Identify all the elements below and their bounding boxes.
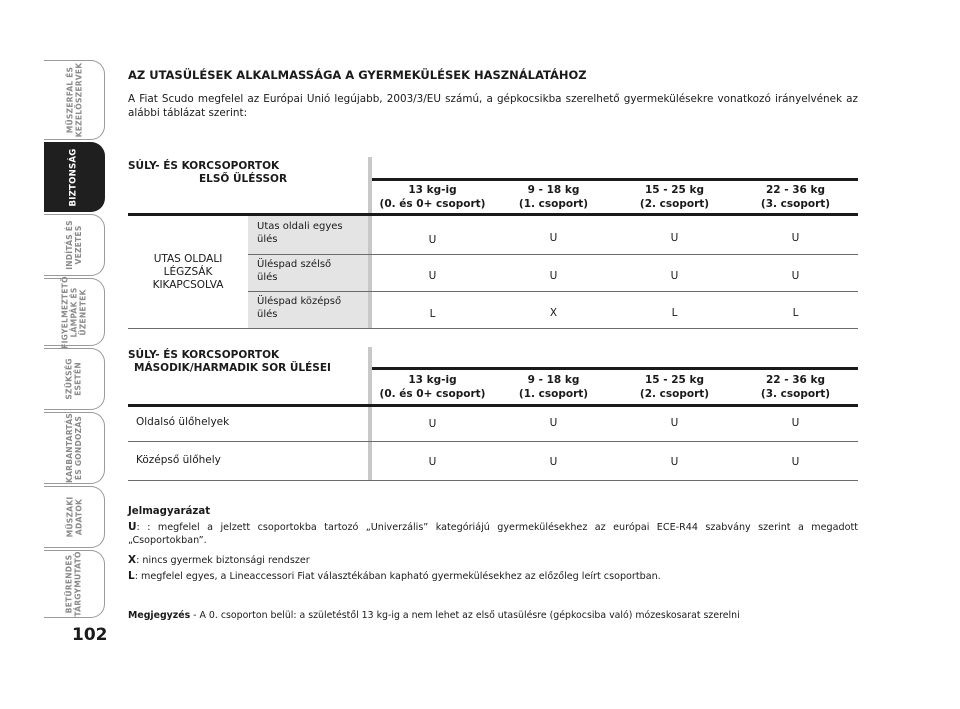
table-cell: U: [670, 417, 679, 429]
column-header-line: (0. és 0+ csoport): [379, 197, 486, 210]
column-header-line: (3. csoport): [760, 197, 831, 210]
column-header: [614, 374, 735, 401]
legend-item-x: [128, 554, 858, 567]
tab-label: VEZETÉS: [73, 225, 83, 265]
tab-label: KEZELŐSZERVEK: [74, 62, 83, 138]
tab-label: BIZTONSÁG: [68, 147, 79, 207]
note: [128, 610, 740, 621]
legend-text: : : megfelel a jelzett csoportokba tartozó „Univerzális” kategóriájú gyermekülésekhez az európai ECE-R44 szabvány szerint a megadott „Csoportokban”.: [128, 522, 858, 546]
row-label-line: Üléspad szélső: [257, 259, 332, 270]
column-header: [735, 184, 856, 211]
legend-key: L: [128, 570, 135, 582]
tab-szukseg[interactable]: [44, 348, 105, 410]
legend-key: X: [128, 554, 137, 566]
table-title-line: ELSŐ ÜLÉSSOR: [199, 173, 288, 185]
table-cell: U: [791, 417, 800, 429]
column-header-line: 13 kg-ig: [408, 374, 457, 386]
column-header-line: (2. csoport): [639, 387, 710, 400]
tab-biztonsag[interactable]: [44, 142, 105, 212]
column-header-line: (1. csoport): [518, 197, 589, 210]
tab-label: MŰSZAKI: [65, 496, 74, 538]
table-cell: L: [671, 307, 678, 319]
header-bottom-line: [128, 404, 858, 407]
tab-label: MŰSZERFAL ÉS: [65, 66, 74, 134]
column-header: [493, 374, 614, 401]
table-cell: U: [428, 270, 437, 282]
table-cell: U: [549, 232, 558, 244]
tab-label: ADATOK: [74, 498, 83, 536]
table-cell: X: [549, 307, 558, 319]
page-number: 102: [72, 625, 108, 645]
column-header: [372, 184, 493, 211]
row-label-line: Utas oldali egyes: [257, 221, 343, 232]
table-cell: U: [791, 232, 800, 244]
tab-muszaki[interactable]: [44, 486, 105, 548]
section-heading: AZ UTASÜLÉSEK ALKALMASSÁGA A GYERMEKÜLÉSEK HASZNÁLATÁHOZ: [128, 68, 587, 82]
legend-item-l: [128, 570, 858, 583]
table-cell: U: [549, 456, 558, 468]
table-title-line: SÚLY- ÉS KORCSOPORTOK: [128, 349, 280, 361]
row-label: Oldalsó ülőhelyek: [136, 416, 230, 428]
legend-text: : nincs gyermek biztonsági rendszer: [136, 555, 310, 566]
row-label-line: ülés: [257, 271, 278, 283]
row-label: [257, 296, 341, 321]
tab-karbantartas[interactable]: [44, 412, 105, 484]
tab-muszerfal[interactable]: [44, 60, 105, 140]
row-divider: [248, 291, 858, 292]
tab-label: BETŰRENDES: [65, 554, 75, 614]
table-title: [128, 160, 287, 186]
row-label: [257, 259, 331, 284]
table-cell: U: [791, 456, 800, 468]
note-text: - A 0. csoporton belül: a születéstől 13 kg-ig a nem lehet az első utasülésre (gépkocsiba való) mózeskosarat szerelni: [190, 610, 740, 621]
row-group-label: [128, 253, 248, 292]
tab-figyelmezteto[interactable]: [44, 275, 105, 349]
table-title-line: SÚLY- ÉS KORCSOPORTOK: [128, 160, 280, 172]
tab-label: ESETÉN: [73, 362, 83, 396]
column-header-line: (3. csoport): [760, 387, 831, 400]
row-group-line: KIKAPCSOLVA: [152, 279, 224, 291]
intro-paragraph: A Fiat Scudo megfelel az Európai Unió legújabb, 2003/3/EU számú, a gépkocsikba szerelhető gyermekülésekre vonatkozó irányelvének az alábbi táblázat szerint:: [128, 93, 858, 119]
row-label-line: ülés: [257, 308, 278, 320]
row-divider: [128, 480, 858, 481]
column-header-line: 9 - 18 kg: [527, 374, 580, 386]
column-header-line: (1. csoport): [518, 387, 589, 400]
table-cell: U: [428, 234, 437, 246]
table-cell: U: [670, 456, 679, 468]
row-group-line: LÉGZSÁK: [163, 266, 213, 278]
row-divider: [128, 328, 858, 329]
row-label: Középső ülőhely: [136, 454, 221, 466]
table-cell: U: [428, 456, 437, 468]
row-label-line: Üléspad középső: [257, 296, 342, 307]
table-cell: U: [670, 232, 679, 244]
tab-label: ÉS GONDOZÁS: [74, 415, 84, 481]
tab-label: FIGYELMEZTETŐ: [60, 275, 70, 349]
column-header: [735, 374, 856, 401]
tab-label: ÜZENETEK: [78, 288, 88, 336]
table-title: [128, 349, 331, 375]
column-header-line: 22 - 36 kg: [765, 184, 826, 196]
row-label-line: ülés: [257, 233, 278, 245]
row-divider: [128, 441, 858, 442]
column-header-line: (2. csoport): [639, 197, 710, 210]
note-label: Megjegyzés: [128, 610, 191, 621]
column-header-line: 9 - 18 kg: [527, 184, 580, 196]
legend-key: U: [128, 521, 137, 533]
row-group-line: UTAS OLDALI: [153, 253, 223, 265]
column-header-line: 22 - 36 kg: [765, 374, 826, 386]
row-label: [257, 221, 343, 246]
tab-label: TÁRGYMUTATÓ: [74, 551, 84, 617]
table-cell: U: [428, 418, 437, 430]
table-cell: U: [670, 270, 679, 282]
column-header: [372, 374, 493, 401]
column-header-line: 15 - 25 kg: [644, 374, 705, 386]
column-header: [493, 184, 614, 211]
legend-text: : megfelel egyes, a Lineaccessori Fiat választékában kapható gyermekülésekhez az előzőleg leírt csoportban.: [134, 571, 661, 582]
header-bottom-line: [128, 213, 858, 216]
header-top-line: [372, 178, 858, 181]
table-cell: U: [549, 417, 558, 429]
tab-label: INDÍTÁS ÉS: [64, 220, 74, 270]
table-cell: L: [792, 307, 799, 319]
legend-item-u: [128, 521, 858, 547]
legend-title: Jelmagyarázat: [128, 506, 211, 517]
tab-label: LÁMPÁK ÉS: [69, 287, 79, 338]
tab-label: SZÜKSÉG: [64, 358, 74, 400]
table-cell: U: [549, 270, 558, 282]
column-header-line: (0. és 0+ csoport): [379, 387, 486, 400]
tab-inditas[interactable]: [44, 214, 105, 276]
header-top-line: [372, 367, 858, 370]
table-cell: U: [791, 270, 800, 282]
row-divider: [248, 254, 858, 255]
column-header: [614, 184, 735, 211]
column-header-line: 15 - 25 kg: [644, 184, 705, 196]
table-title-line: MÁSODIK/HARMADIK SOR ÜLÉSEI: [134, 362, 331, 374]
table-cell: L: [429, 308, 436, 320]
column-header-line: 13 kg-ig: [408, 184, 457, 196]
tab-label: KARBANTARTÁS: [65, 413, 75, 483]
tab-targymutato[interactable]: [44, 550, 105, 618]
